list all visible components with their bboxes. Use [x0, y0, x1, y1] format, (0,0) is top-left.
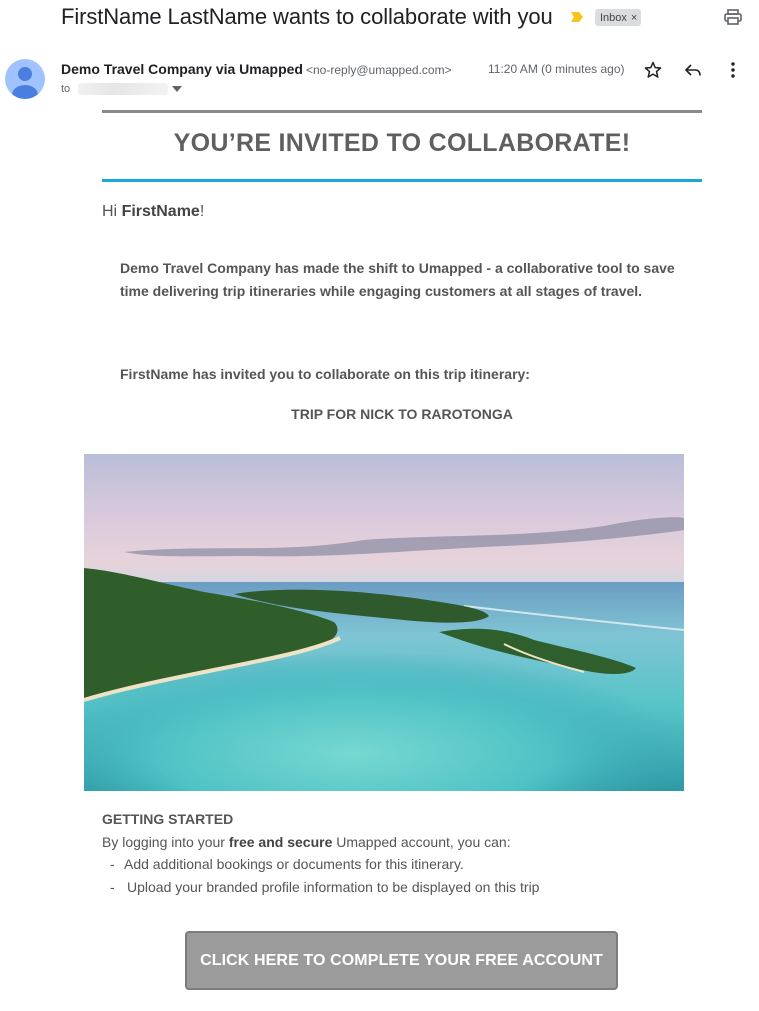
to-label: to [61, 83, 71, 95]
intro-paragraph: Demo Travel Company has made the shift to Umapped - a collaborative tool to save time delivering trip itineraries while engaging customers at all stages of travel. [120, 260, 675, 299]
email-subject: FirstName LastName wants to collaborate with you [61, 4, 553, 29]
subject-row [0, 0, 759, 38]
gs-intro-suffix: Umapped account, you can: [332, 834, 511, 850]
getting-started-list [110, 856, 539, 902]
getting-started-heading: GETTING STARTED [102, 811, 234, 827]
top-divider [102, 110, 702, 113]
greeting-prefix: Hi [102, 203, 122, 220]
star-icon[interactable] [644, 61, 662, 79]
gs-intro-bold: free and secure [228, 834, 333, 850]
getting-started-intro [102, 834, 511, 850]
greeting [102, 203, 204, 221]
label-chip-inbox[interactable] [595, 9, 641, 26]
gs-intro-prefix: By logging into your [102, 834, 229, 850]
trip-title: TRIP FOR NICK TO RAROTONGA [291, 406, 513, 422]
sender-name[interactable]: Demo Travel Company via Umapped [61, 61, 303, 77]
complete-account-button[interactable]: CLICK HERE TO COMPLETE YOUR FREE ACCOUNT [185, 931, 618, 990]
more-vert-icon[interactable] [729, 61, 737, 79]
accent-divider [102, 179, 702, 182]
list-item: - Upload your branded profile information to be displayed on this trip [110, 879, 540, 895]
list-item: - Add additional bookings or documents for this itinerary. [110, 856, 464, 872]
reply-icon[interactable] [684, 62, 702, 78]
chevron-down-icon[interactable] [172, 86, 182, 92]
person-icon [5, 59, 45, 99]
importance-marker-icon[interactable] [571, 12, 583, 22]
list-item-text: Add additional bookings or documents for this itinerary. [124, 856, 464, 872]
close-icon[interactable]: × [630, 11, 638, 24]
recipient-redacted [78, 83, 168, 95]
label-chip-text: Inbox [600, 11, 627, 24]
headline: YOU’RE INVITED TO COLLABORATE! [173, 129, 631, 157]
email-timestamp: 11:20 AM (0 minutes ago) [488, 62, 625, 76]
avatar[interactable] [5, 59, 45, 99]
list-item-text: Upload your branded profile information to be displayed on this trip [127, 879, 540, 895]
invite-line: FirstName has invited you to collaborate on this trip itinerary: [120, 366, 530, 382]
trip-photo [84, 454, 684, 791]
greeting-suffix: ! [199, 203, 205, 220]
print-icon[interactable] [724, 9, 742, 25]
greeting-name: FirstName [121, 203, 200, 220]
sender-email: <no-reply@umapped.com> [306, 63, 452, 77]
